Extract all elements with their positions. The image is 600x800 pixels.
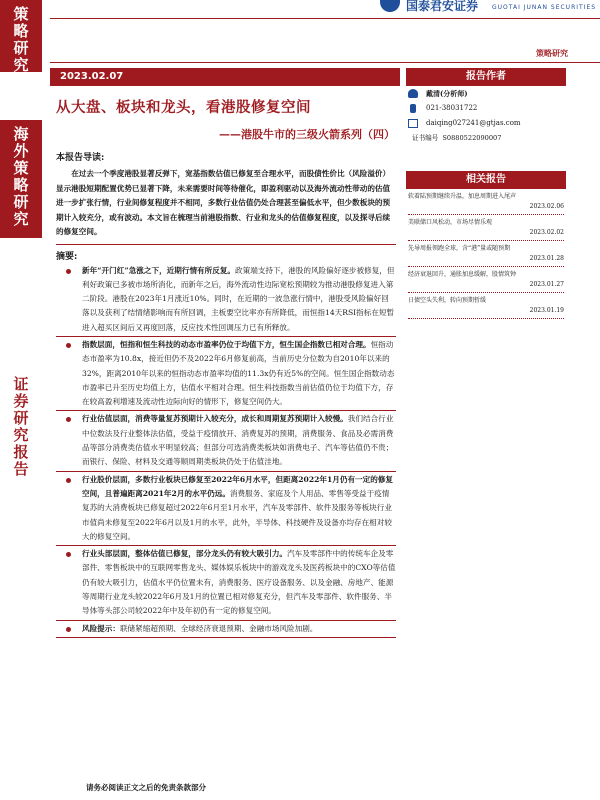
left-sidebar [0,0,42,800]
report-subtitle: ——港股牛市的三级火箭系列（四） [219,128,395,141]
sidebar-category-report [0,370,42,488]
cert-label: 证书编号 [412,134,439,142]
brand-name-cn: 国泰君安证券 [406,0,479,13]
author-phone: 021-38031722 [426,104,478,112]
sidebar-category-label: 证券研究报告 [13,375,29,478]
summary-bullet [56,264,396,337]
bullet-text: 汽车及零部件中的传统车企及零部件、零售板块中的互联网零售龙头、媒体娱乐板块中的游戏龙头及医药板块中的CXO等估值仍有较大吸引力，估值水平仍位置未有，消费服务、医疗设备服务、以及金融、房地产、能源等周期行业龙头较2022年6月及1月的位置已相对修复充分，但汽车及零部件、软件服务、半导体等头部公司较2022年中及年初仍有一定的修复空间。 [82,549,396,616]
logo-icon [380,0,400,12]
related-report-item[interactable] [406,189,566,215]
header-divider [50,62,600,63]
author-cert-row [406,131,566,145]
brand-logo [372,0,600,16]
sidebar-category-label: 策略研究 [13,5,29,74]
report-body [56,150,396,639]
bullet-text: 联储紧缩超预期、全球经济衰退预期、金融市场风险加剧。 [119,623,318,633]
summary-bullet [56,622,396,638]
sidebar-category-overseas [0,120,42,238]
header-divider [50,18,600,19]
related-report-title[interactable]: 日债空头失利，转向预期暂缓 [408,297,487,304]
bullet-text: 政策端支持下，港股的风险偏好逐步被修复，但利好政策已多被市场所消化，而新年之后，海外流动性边际宽松预期较为推动港股修复进入第二阶段。港股在2023年1月涨近10%。同时，在近期的一波急涨行情中，港股受风险偏好回落以及获利了结情绪影响而有所回调，主板要空比率亦有所降低，而恒指14天RSI指标在短暂进入超买区间后又再度回落，反应技术性回调压力已有所释放。 [82,265,395,332]
sidebar-category-label: 海外策略研究 [13,125,29,228]
phone-icon [410,104,416,113]
brand-name-en: GUOTAI JUNAN SECURITIES [492,4,597,11]
bullet-lead: 行业估值层面，消费等量复苏预期计入较充分，成长和周期复苏预期计入较慢。 [82,414,348,424]
summary-bullet [56,412,396,471]
date-bar [50,68,400,86]
summary-bullet [56,338,396,411]
author-name: 戴清(分析师) [426,89,468,98]
author-email-row [406,116,566,131]
sidebar-category-strategy [0,0,42,72]
bullet-lead: 新年“开门红”急涨之下，近期行情有所反复。 [82,265,236,275]
summary-bullet [56,473,396,546]
related-report-item[interactable] [406,241,566,267]
bullet-lead: 风险提示： [82,623,120,633]
related-panel-heading: 相关报告 [406,171,566,189]
cert-number: S0880522090007 [442,134,502,142]
author-phone-row [406,101,566,116]
related-report-date: 2023.01.27 [408,280,564,293]
related-report-date: 2023.01.28 [408,254,564,267]
author-email[interactable]: daiqing027241@gtjas.com [426,119,521,127]
right-column [406,68,566,319]
author-panel-heading: 报告作者 [406,68,566,86]
related-report-date: 2023.02.02 [408,228,564,241]
summary-list [56,264,396,638]
mail-icon [408,119,418,128]
bullet-text: 消费服务、家庭及个人用品、零售等受益于疫情复苏的大消费板块已修复超过2022年6月至1月水平，汽车及零部件、软件及服务等板块行业市值尚未修复至2022年6月以及1月的水平，此外，半导体、科技硬件及设备亦均存在相对较大的修复空间。 [82,488,392,541]
guide-heading: 本报告导读: [56,153,105,163]
bullet-lead: 行业头部层面，整体估值已修复，部分龙头仍有较大吸引力。 [82,549,288,559]
disclaimer-footer: 请务必阅读正文之后的免责条款部分 [86,783,206,792]
bullet-lead: 行业股价层面，多数行业板块已修复至2022年6月水平，但距离2022年1月仍有一定的修复空间，且普遍距离2021年2月的水平仍远。 [82,474,394,498]
summary-heading: 摘要: [56,251,78,262]
guide-text: 在过去一个季度港股显著反弹下，宽基指数估值已修复至合理水平，而股债性价比（风险溢价）显示港股短期配置优势已显著下降，未来需要时间等待催化，即盈利驱动以及海外流动性带动的估值进一步扩张行情，行业间修复程度并不相同，多数行业估值仍处合理甚至偏低水平，但少数板块的预期计入较充分，或有波动。本文旨在梳理当前港股指数、行业和龙头的估值修复程度，以及探寻后续的修复空间。 [56,167,396,245]
bullet-text: 恒指动态市盈率为10.8x，接近但仍不及2022年6月修复前高，当前历史分位数为自2010年以来的32%，距离2010年以来的恒指动态市盈率均值的11.3x仍有近5%的空间。恒生国企指数动态市盈率已升至历史均值上方，估值水平相对合理。恒生科技指数当前估值仍位于均值下方，存在较高盈利增速及流动性边际向好的情形下，修复空间仍大。 [82,339,395,407]
summary-bullet [56,547,396,620]
related-report-title[interactable]: 先导周报领跑全球，含“港”量或随预期 [408,245,511,252]
related-report-title[interactable]: 软着陆预期继续升温，加息周期进入尾声 [408,193,517,200]
related-report-item[interactable] [406,293,566,319]
author-name-row [406,86,566,101]
bullet-text: 我们结合行业中位数法及行业整体法估值，受益于疫情放开、消费复苏的预期，消费服务、食品及必需消费品等部分消费类估值水平明显较高；但部分可选消费类板块如消费电子、汽车等估值仍不贵；而银行、保险、材料及交通等顺周期类板块仍处于估值洼地。 [82,414,394,467]
bullet-lead: 指数层面，恒指和恒生科技的动态市盈率仍位于均值下方，恒生国企指数已相对合理。 [82,339,371,349]
related-report-item[interactable] [406,215,566,241]
section-tag: 策略研究 [536,48,568,58]
report-date: 2023.02.07 [60,71,124,82]
related-report-date: 2023.02.06 [408,202,564,215]
related-report-date: 2023.01.19 [408,306,564,319]
related-report-title[interactable]: 美联储口风松动，市场尽情乐观 [408,219,493,226]
related-report-item[interactable] [406,267,566,293]
person-icon [408,89,418,98]
related-report-title[interactable]: 经济衰退回升，通胀加息缓解，股情筑钟 [408,271,517,278]
report-title: 从大盘、板块和龙头，看港股修复空间 [56,99,311,116]
